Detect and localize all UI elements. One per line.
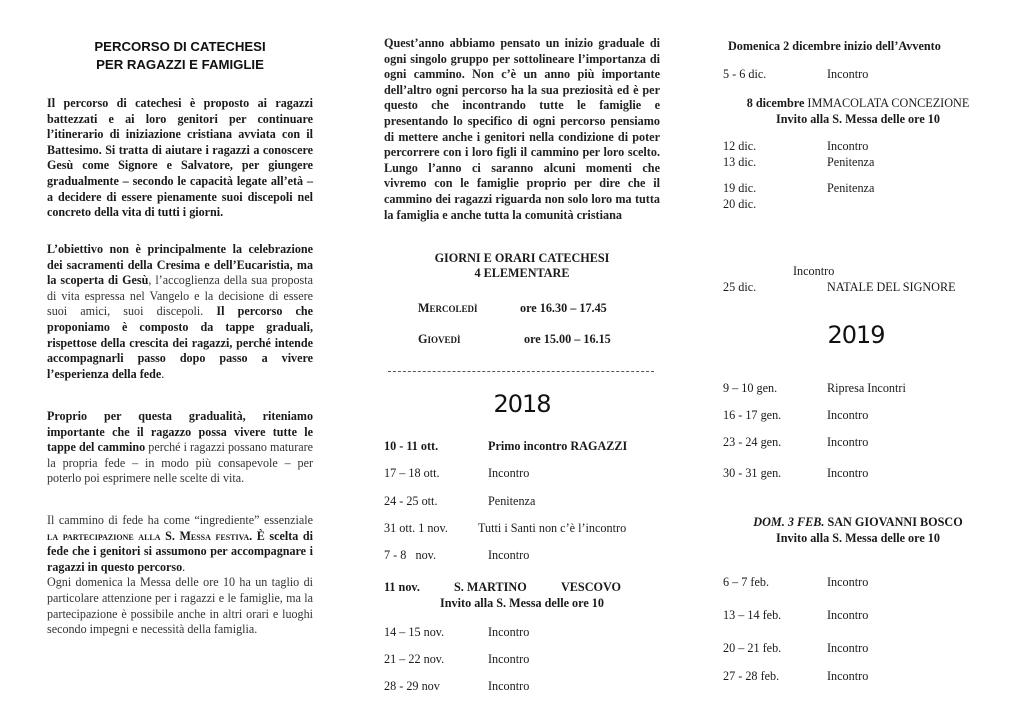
- feast-invite: Invito alla S. Messa delle ore 10: [776, 112, 940, 126]
- feast-invite: Invito alla S. Messa delle ore 10: [440, 596, 604, 610]
- intro-paragraph: Quest’anno abbiamo pensato un inizio graduale di ogni singolo gruppo per sottolineare l’importanza di ogni cammino. Non c’è un anno più importante dell’altro ogni percorso ha la sua preziosità ed è per questo che incontrando tutte le famiglie e presentando lo specifico di ogni percorso pensiamo di mettere anche i genitori nella condizione di poter percorrere con i loro figli il cammino per loro scelto. Lungo l’anno ci saranno alcuni momenti che vivremo con le famiglie proprio per dire che il cammino dei ragazzi riguarda non solo loro ma tutta la famiglia e anche tutta la comunità cristiana: [384, 36, 660, 222]
- dashed-divider: [388, 371, 654, 372]
- paragraph-gradualness: Proprio per questa gradualità, riteniamo importante che il ragazzo possa vivere tutte le tappe del cammino perché i ragazzi possano maturare la propria fede – in modo più consapevole – per poterlo poi esprimere nelle scelte di vita.: [47, 409, 314, 486]
- year-heading-2019: 2019: [827, 321, 885, 349]
- advent-heading: Domenica 2 dicembre inizio dell’Avvento: [728, 39, 941, 53]
- feast-immacolata: 8 dicembre IMMACOLATA CONCEZIONE: [746, 96, 970, 110]
- feast-san-giovanni-bosco: DOM. 3 FEB. SAN GIOVANNI BOSCO: [753, 515, 963, 529]
- paragraph-purpose: Il percorso di catechesi è proposto ai ragazzi battezzati e ai loro genitori per continuare l’itinerario di iniziazione cristiana avviata con il Battesimo. Si tratta di aiutare i ragazzi a conoscere Gesù come Signore e Salvatore, per giungere gradualmente – secondo le capacità legate all’età – a decidere di essere pienamente suoi discepoli nel concreto della vita di tutti i giorni.: [47, 96, 313, 220]
- schedule-title: GIORNI E ORARI CATECHESI 4 ELEMENTARE: [434, 251, 610, 280]
- paragraph-mass: Il cammino di fede ha come “ingrediente” essenziale la partecipazione alla S. Messa festiva. È scelta di fede che i genitori si assumono per accompagnare i ragazzi in questo percorso. Ogni domenica la Messa delle ore 10 ha un taglio di particolare attenzione per i ragazzi e le famiglie, ma la partecipazione è possibile anche in altri orari e luoghi secondo impegni e necessità della famiglia.: [47, 513, 313, 637]
- year-heading-2018: 2018: [493, 390, 551, 418]
- feast-invite: Invito alla S. Messa delle ore 10: [776, 531, 940, 545]
- document-title: PERCORSO DI CATECHESI PER RAGAZZI E FAMIGLIE: [94, 39, 266, 72]
- paragraph-objective: L’obiettivo non è principalmente la celebrazione dei sacramenti della Cresima e dell’Eucaristia, ma la scoperta di Gesù, l’accoglienza della sua proposta di vita espressa nel Vangelo e la decisione di essere suoi amici, suoi discepoli. Il percorso che proponiamo è composto da tappe graduali, rispettose della crescita dei ragazzi, perché intende accompagnarli passo dopo passo a vivere l’esperienza della fede.: [47, 242, 313, 381]
